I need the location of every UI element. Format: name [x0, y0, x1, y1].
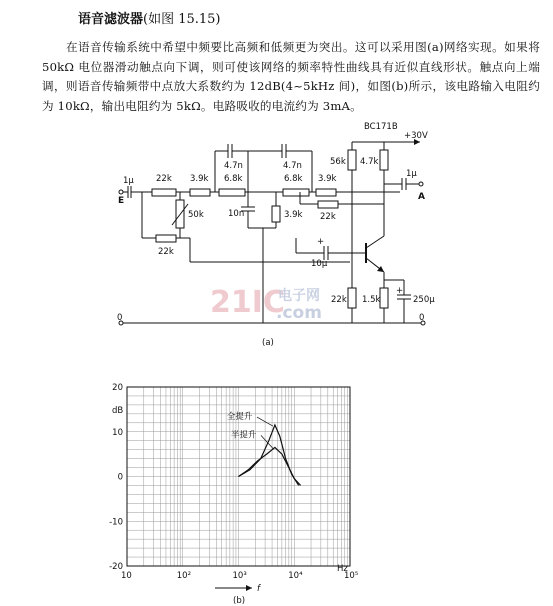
- resistor-emitter: [380, 288, 388, 308]
- c-emitter-label: 250μ: [413, 295, 435, 305]
- series-label: 半提升: [230, 430, 257, 441]
- watermark-brand: 21IC: [210, 285, 285, 320]
- resistor-r2: [190, 189, 210, 196]
- x-tick-label: 10⁵: [344, 571, 359, 581]
- resistor-r3: [219, 189, 245, 196]
- frequency-response-chart: [109, 383, 358, 606]
- resistor-r4: [283, 189, 309, 196]
- chart-xlabel: f: [257, 584, 260, 594]
- watermark-logo: [210, 285, 322, 323]
- r2-label: 3.9k: [190, 174, 209, 184]
- output-cap-label: 1μ: [406, 169, 417, 179]
- c4-label: 10μ: [311, 259, 328, 269]
- y-tick-label: -20: [109, 562, 123, 572]
- r6-label: 22k: [320, 212, 336, 222]
- r5-label: 3.9k: [318, 174, 337, 184]
- y-tick-label: -10: [109, 517, 123, 528]
- resistor-56k: [348, 150, 356, 170]
- c2-label: 4.7n: [283, 161, 302, 171]
- chart-x-unit: Hz: [337, 564, 348, 574]
- c1-label: 4.7n: [224, 161, 243, 171]
- r-bias-top-label: 56k: [330, 157, 346, 167]
- resistor-r6: [318, 201, 338, 208]
- series-label: 全提升: [226, 412, 253, 423]
- y-tick-label: 10: [112, 427, 123, 438]
- heading-sub: (如图 15.15): [143, 12, 221, 27]
- series-line: [239, 447, 301, 485]
- r-bias-bottom-label: 22k: [331, 295, 347, 305]
- watermark-cn: 电子网: [278, 288, 320, 304]
- transistor-label: BC171B: [364, 122, 398, 132]
- r4-label: 6.8k: [284, 174, 303, 184]
- output-terminal: [419, 182, 423, 186]
- supply-label: +30V: [404, 131, 428, 141]
- resistor-r5: [316, 189, 336, 196]
- x-tick-label: 10³: [232, 571, 247, 581]
- chart-caption: (b): [233, 596, 246, 606]
- ground-right-label: 0: [419, 313, 425, 323]
- pot-label: 50k: [188, 210, 204, 220]
- input-terminal: [119, 190, 123, 194]
- r-emitter-label: 1.5k: [362, 295, 381, 305]
- watermark-domain: .com: [276, 303, 322, 323]
- input-label: E: [118, 196, 125, 206]
- y-tick-label: 0: [117, 472, 123, 483]
- r7-label: 22k: [158, 247, 174, 257]
- resistor-r8: [272, 206, 280, 222]
- x-tick-label: 10⁴: [288, 571, 303, 581]
- resistor-r1: [152, 189, 176, 196]
- input-cap-label: 1μ: [123, 176, 134, 186]
- chart-ylabel: dB: [112, 406, 124, 416]
- c4-polarity: +: [317, 237, 325, 247]
- series-label-leader: [261, 435, 273, 448]
- output-label: A: [418, 192, 425, 202]
- ground-left-label: 0: [117, 313, 123, 323]
- heading-main: 语音滤波器: [78, 12, 144, 27]
- x-tick-label: 10²: [176, 571, 191, 581]
- r3-label: 6.8k: [224, 174, 243, 184]
- r1-label: 22k: [156, 174, 172, 184]
- c-emitter-polarity: +: [396, 286, 404, 296]
- resistor-r7: [156, 235, 176, 242]
- body-paragraph: 在语音传输系统中希望中频要比高频和低频更为突出。这可以采用图(a)网络实现。如果将 50kΩ 电位器滑动触点向下调，则可使该网络的频率特性曲线具有近似直线形状。触点向上端调，则语音传输频带中点放大系数约为 12dB(4~5kHz 间)，如图(b)所示，该电路输入电阻约为 10kΩ，输出电阻约为 5kΩ。电路吸收的电流约为 3mA。: [42, 40, 540, 113]
- x-tick-label: 10: [121, 571, 132, 581]
- r8-label: 3.9k: [284, 210, 303, 220]
- resistor-bias-bottom: [348, 288, 356, 308]
- resistor-collector: [380, 150, 388, 170]
- y-tick-label: 20: [112, 383, 123, 393]
- c3-label: 10n: [228, 209, 245, 219]
- circuit-caption: (a): [262, 338, 274, 348]
- r-collector-label: 4.7k: [360, 157, 379, 167]
